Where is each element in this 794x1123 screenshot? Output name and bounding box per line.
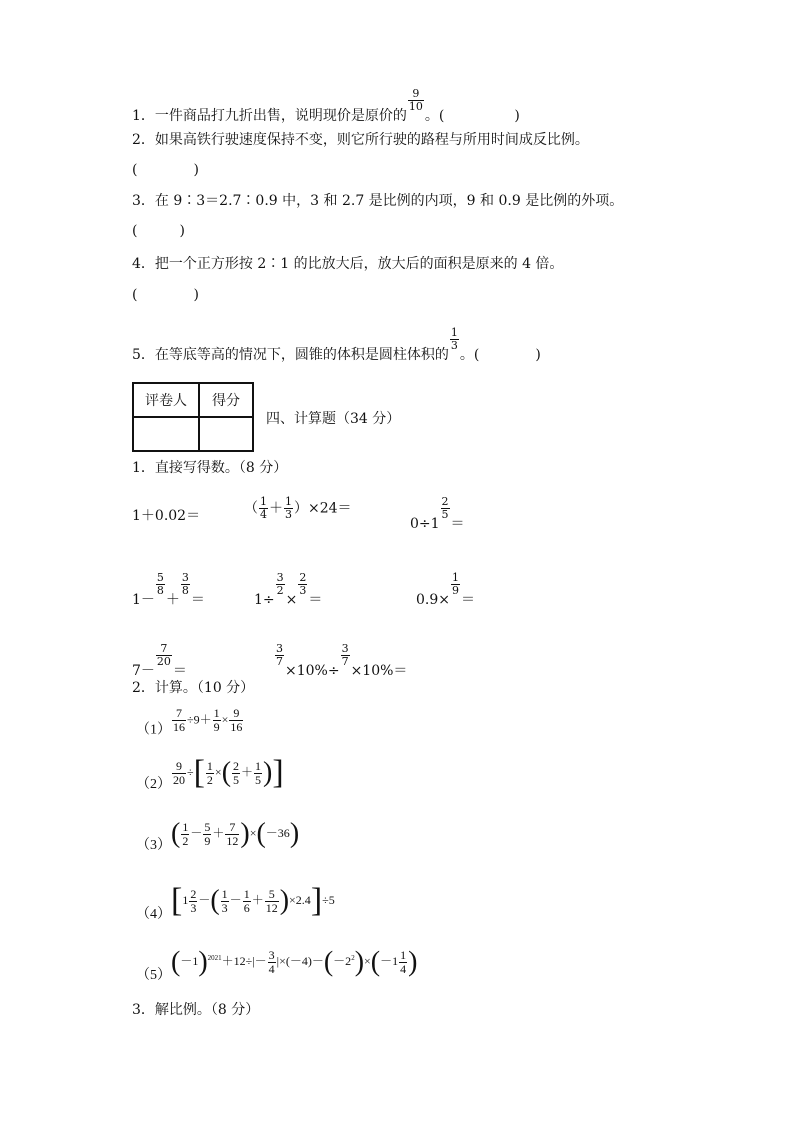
- fraction: $\frac{1}{2}$: [206, 758, 213, 787]
- part3-title: 3．解比例。（8 分）: [132, 1002, 260, 1018]
- fraction: $\frac{5}{12}$: [265, 886, 278, 915]
- fraction: $\frac{1}{6}$: [243, 886, 250, 915]
- fraction: $\frac{1}{3}$: [285, 495, 292, 521]
- answer-paren-2: ( ): [132, 162, 199, 178]
- grader-cell: [133, 417, 199, 451]
- fraction: $\frac{1}{2}$: [182, 819, 189, 848]
- fraction: $\frac{3}{8}$: [181, 571, 189, 597]
- calc-problem-2: （2） $\frac{9}{20}$ ÷[ $\frac{1}{2}$ ×( $\frac{2}{5}$ ＋ $\frac{1}{5}$ )]: [136, 754, 284, 792]
- section-title: 四、计算题（34 分）: [266, 411, 401, 427]
- fraction: $\frac{5}{8}$: [156, 571, 164, 597]
- calc-problem-1: （1） $\frac{7}{16}$ ÷9＋ $\frac{1}{9}$ × $\frac{9}{16}$: [136, 706, 243, 738]
- question-4: 4．把一个正方形按 2∶1 的比放大后，放大后的面积是原来的 4 倍。: [132, 256, 564, 272]
- score-cell: [199, 417, 253, 451]
- fraction: $\frac{3}{7}$: [341, 642, 349, 668]
- fraction: $\frac{1}{4}$: [260, 495, 267, 521]
- fraction: $\frac{3}{2}$: [276, 571, 284, 597]
- mental-calc-5: 1÷ $\frac{3}{2}$ × $\frac{2}{3}$ ＝: [254, 571, 323, 608]
- part1-title: 1．直接写得数。（8 分）: [132, 460, 288, 476]
- question-2: 2．如果高铁行驶速度保持不变，则它所行驶的路程与所用时间成反比例。: [132, 132, 589, 148]
- score-table: [132, 382, 254, 452]
- fraction: $\frac{1}{3}$: [450, 326, 458, 352]
- mental-calc-1: 1＋0.02＝: [132, 508, 201, 524]
- mental-calc-7: 7－ $\frac{7}{20}$ ＝: [132, 642, 187, 679]
- fraction: $\frac{7}{16}$: [173, 706, 185, 734]
- question-5: 5．在等底等高的情况下，圆锥的体积是圆柱体积的 $\frac{1}{3}$ 。( ): [132, 326, 541, 363]
- mental-calc-6: 0.9× $\frac{1}{9}$ ＝: [416, 571, 475, 608]
- calc-problem-5: $(5)(-1)^{2021}+12\div|-$ $\frac{3}{4}$ $|\times(-4)-(-2^2)\times(-1$ $\frac{1}{4}$ ): [136, 946, 418, 983]
- grader-header: 评卷人: [133, 383, 199, 417]
- answer-paren-4: ( ): [132, 287, 199, 303]
- calc-problem-3: （3）( $\frac{1}{2}$ － $\frac{5}{9}$ ＋ $\frac{7}{12}$ )×(－36): [136, 818, 300, 853]
- fraction: $\frac{2}{5}$: [441, 495, 449, 521]
- fraction: $\frac{5}{9}$: [204, 819, 211, 848]
- question-3: 3．在 9∶3＝2.7∶0.9 中，3 和 2.7 是比例的内项，9 和 0.9 是比例的外项。: [132, 193, 624, 209]
- mental-calc-3: 0÷1 $\frac{2}{5}$ ＝: [410, 495, 465, 532]
- fraction: $\frac{1}{4}$: [400, 947, 407, 976]
- fraction: $\frac{2}{5}$: [233, 758, 240, 787]
- mental-calc-4: 1－ $\frac{5}{8}$ ＋ $\frac{3}{8}$ ＝: [132, 571, 205, 608]
- fraction: $\frac{1}{3}$: [221, 886, 228, 915]
- fraction: $\frac{2}{3}$: [299, 571, 307, 597]
- fraction: $\frac{7}{20}$: [156, 642, 171, 668]
- fraction: $\frac{2}{3}$: [190, 886, 197, 915]
- answer-paren-3: ( ): [132, 223, 185, 239]
- fraction: $\frac{9}{16}$: [230, 706, 243, 734]
- part2-title: 2．计算。（10 分）: [132, 680, 255, 696]
- fraction: $\frac{1}{9}$: [452, 571, 459, 597]
- mental-calc-8: $\frac{3}{7}$ ×10%÷ $\frac{3}{7}$ ×10%＝: [276, 642, 408, 679]
- fraction: $\frac{9}{10}$: [408, 87, 423, 113]
- score-header: 得分: [199, 383, 253, 417]
- question-1: 1．一件商品打九折出售，说明现价是原价的 $\frac{9}{10}$ 。( ): [132, 87, 520, 124]
- fraction: $\frac{1}{5}$: [255, 758, 262, 787]
- fraction: $\frac{7}{12}$: [226, 819, 239, 848]
- calc-problem-4: （4）[1 $\frac{2}{3}$ －( $\frac{1}{3}$ － $\frac{1}{6}$ ＋ $\frac{5}{12}$ )×2.4]÷5: [136, 882, 335, 922]
- fraction: $\frac{3}{4}$: [268, 947, 275, 976]
- fraction: $\frac{9}{20}$: [173, 758, 185, 787]
- mental-calc-2: （ $\frac{1}{4}$ ＋ $\frac{1}{3}$ ）×24＝: [244, 495, 352, 521]
- fraction: $\frac{1}{9}$: [213, 706, 220, 734]
- fraction: $\frac{3}{7}$: [276, 642, 283, 668]
